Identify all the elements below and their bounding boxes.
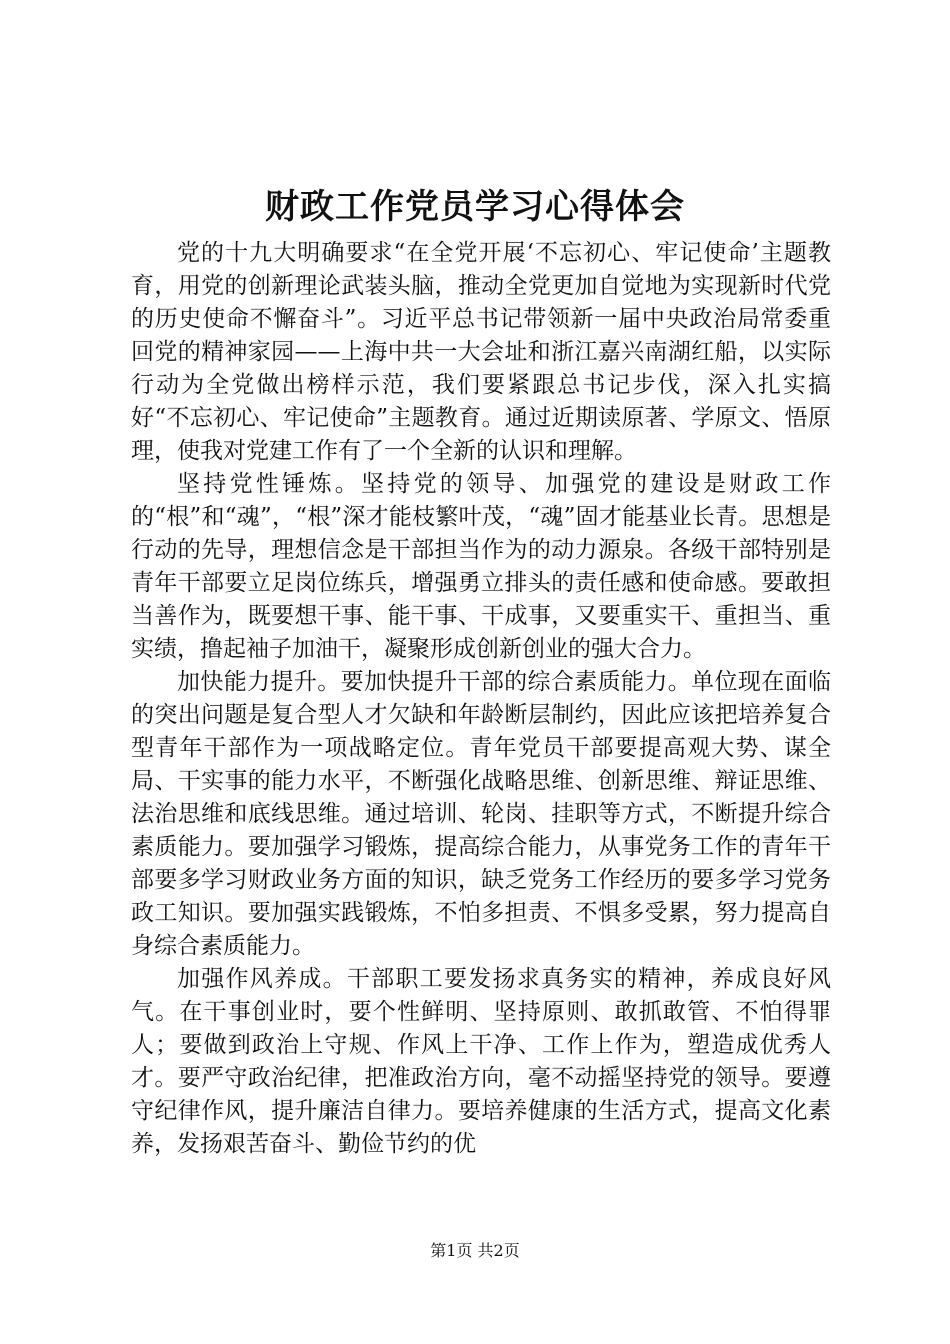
paragraph-intro: 党的十九大明确要求“在全党开展‘不忘初心、牢记使命’主题教育，用党的创新理论武装头脑，推动全党更加自觉地为实现新时代党的历史使命不懈奋斗”。习近平总书记带领新一届中央政治局常委重回党的精神家园——上海中共一大会址和浙江嘉兴南湖红船，以实际行动为全党做出榜样示范，我们要紧跟总书记步伐，深入扎实搞好“不忘初心、牢记使命”主题教育。通过近期读原著、学原文、悟原理，使我对党建工作有了一个全新的认识和理解。 (131, 240, 831, 464)
page-number-footer: 第1页 共2页 (430, 1241, 520, 1260)
paragraph-ability: 加快能力提升。要加快提升干部的综合素质能力。单位现在面临的突出问题是复合型人才欠缺和年龄断层制约，因此应该把培养复合型青年干部作为一项战略定位。青年党员干部要提高观大势、谋全局、干实事的能力水平，不断强化战略思维、创新思维、辩证思维、法治思维和底线思维。通过培训、轮岗、挂职等方式，不断提升综合素质能力。要加强学习锻炼，提高综合能力，从事党务工作的青年干部要多学习财政业务方面的知识，缺乏党务工作经历的要多学习党务政工知识。要加强实践锻炼，不怕多担责、不惧多受累，努力提高自身综合素质能力。 (131, 669, 831, 959)
paragraph-party-spirit: 坚持党性锤炼。坚持党的领导、加强党的建设是财政工作的“根”和“魂”，“根”深才能枝繁叶茂，“魂”固才能基业长青。思想是行动的先导，理想信念是干部担当作为的动力源泉。各级干部特别是青年干部要立足岗位练兵，增强勇立排头的责任感和使命感。要敢担当善作为，既要想干事、能干事、干成事，又要重实干、重担当、重实绩，撸起袖子加油干，凝聚形成创新创业的强大合力。 (131, 471, 831, 662)
document-body (131, 237, 831, 1161)
paragraph-work-style: 加强作风养成。干部职工要发扬求真务实的精神，养成良好风气。在干事创业时，要个性鲜明、坚持原则、敢抓敢管、不怕得罪人；要做到政治上守规、作风上干净、工作上作为，塑造成优秀人才。要严守政治纪律，把准政治方向，毫不动摇坚持党的领导。要遵守纪律作风，提升廉洁自律力。要培养健康的生活方式，提高文化素养，发扬艰苦奋斗、勤俭节约的优 (131, 966, 831, 1157)
document-title: 财政工作党员学习心得体会 (265, 187, 685, 227)
